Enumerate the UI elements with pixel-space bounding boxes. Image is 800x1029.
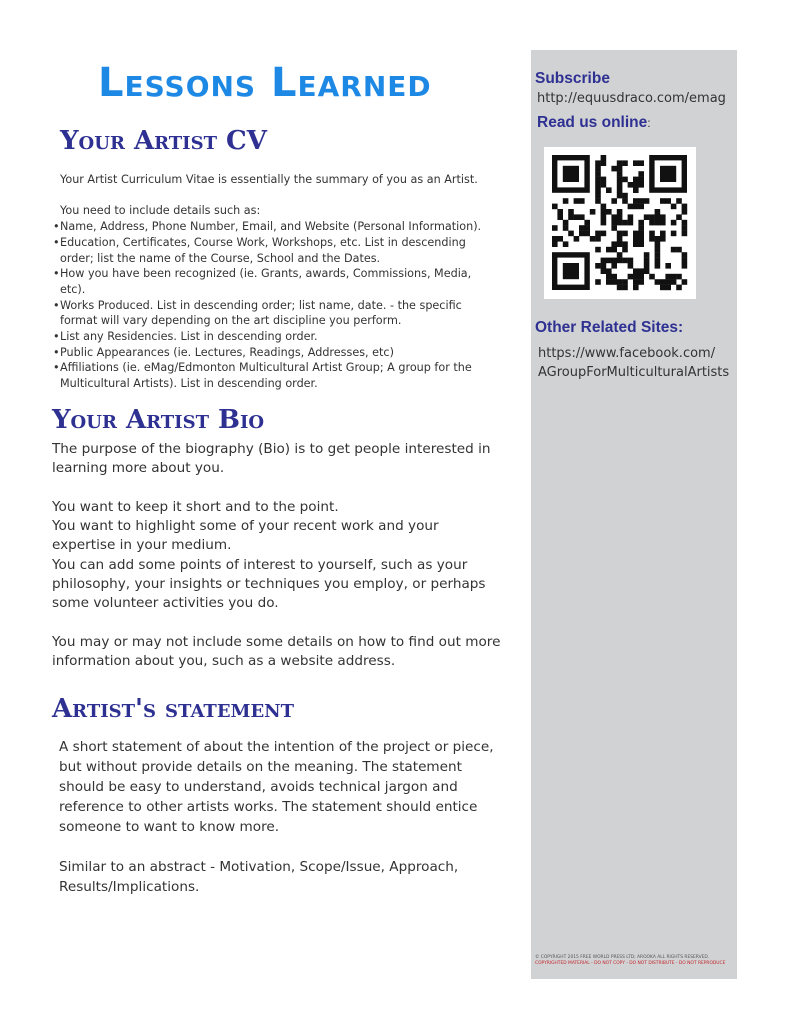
sidebar bbox=[531, 50, 737, 979]
statement-paragraph: Similar to an abstract - Motivation, Scope/Issue, Approach, Results/Implications. bbox=[59, 859, 459, 895]
bullet-icon: • bbox=[53, 345, 60, 359]
qr-code-container[interactable] bbox=[544, 147, 696, 299]
statement-heading: Artist's statement bbox=[52, 694, 295, 724]
list-item: • List any Residencies. List in descending order. bbox=[53, 330, 318, 344]
bio-paragraph: The purpose of the biography (Bio) is to get people interested in learning more about you. bbox=[52, 441, 491, 477]
cv-section bbox=[52, 172, 492, 392]
list-item: • Public Appearances (ie. Lectures, Readings, Addresses, etc) bbox=[53, 345, 394, 359]
facebook-link[interactable]: https://www.facebook.com/ AGroupForMulticulturalArtists bbox=[538, 346, 730, 380]
statement-section bbox=[55, 737, 505, 897]
bullet-icon: • bbox=[53, 298, 60, 312]
list-item: • Name, Address, Phone Number, Email, and Website (Personal Information). bbox=[53, 220, 482, 234]
statement-paragraph: A short statement of about the intention of the project or piece, but without provide details on the meaning. The statement should be easy to understand, avoids technical jargon and reference to other artists works. The statement should entice someone to want to know more. bbox=[59, 739, 494, 835]
other-sites-label: Other Related Sites: bbox=[535, 319, 684, 336]
cv-lead: You need to include details such as: bbox=[60, 204, 261, 218]
bullet-icon: • bbox=[53, 267, 60, 281]
copyright-notice bbox=[535, 955, 735, 967]
read-online-label: Read us online bbox=[537, 114, 648, 131]
list-item: • Education, Certificates, Course Work, Workshops, etc. List in descending order; list the name of the Course, School and the Dates. bbox=[53, 235, 466, 265]
copyright-text: © COPYRIGHT 2015 FREE WORLD PRESS LTD; AROOKA ALL RIGHTS RESERVED. bbox=[535, 955, 710, 960]
subscribe-label: Subscribe bbox=[535, 70, 610, 87]
page-title: Lessons Learned bbox=[98, 60, 432, 106]
bullet-icon: • bbox=[53, 235, 60, 249]
bullet-icon: • bbox=[53, 330, 60, 344]
list-item: • Works Produced. List in descending order; list name, date. - the specific format will vary depending on the art discipline you perform. bbox=[53, 298, 462, 328]
cv-intro: Your Artist Curriculum Vitae is essentially the summary of you as an Artist. bbox=[60, 173, 478, 186]
bio-section bbox=[52, 440, 502, 672]
list-item: • How you have been recognized (ie. Grants, awards, Commissions, Media, etc). bbox=[53, 267, 472, 296]
bullet-icon: • bbox=[53, 361, 60, 375]
copyright-warning: COPYRIGHTED MATERIAL - DO NOT COPY - DO NOT DISTRIBUTE - DO NOT REPRODUCE bbox=[535, 961, 726, 966]
bio-paragraph: You can add some points of interest to yourself, such as your philosophy, your insights or techniques you employ, or perhaps some volunteer activities you do. bbox=[52, 556, 486, 612]
qr-code-icon bbox=[544, 147, 696, 299]
bullet-icon: • bbox=[53, 220, 60, 234]
cv-list bbox=[52, 219, 492, 392]
bio-paragraph: You want to highlight some of your recent work and your expertise in your medium. bbox=[52, 518, 439, 554]
list-item: • Affiliations (ie. eMag/Edmonton Multicultural Artist Group; A group for the Multicultural Artists). List in descending order. bbox=[53, 361, 472, 391]
read-online-heading: Read us online: bbox=[537, 114, 651, 131]
cv-heading: Your Artist CV bbox=[60, 126, 267, 156]
bio-heading: Your Artist Bio bbox=[52, 405, 265, 435]
subscribe-link[interactable]: http://equusdraco.com/emag bbox=[537, 91, 726, 106]
bio-paragraph: You want to keep it short and to the point. bbox=[52, 498, 339, 515]
bio-paragraph: You may or may not include some details on how to find out more information about you, such as a website address. bbox=[52, 633, 501, 670]
